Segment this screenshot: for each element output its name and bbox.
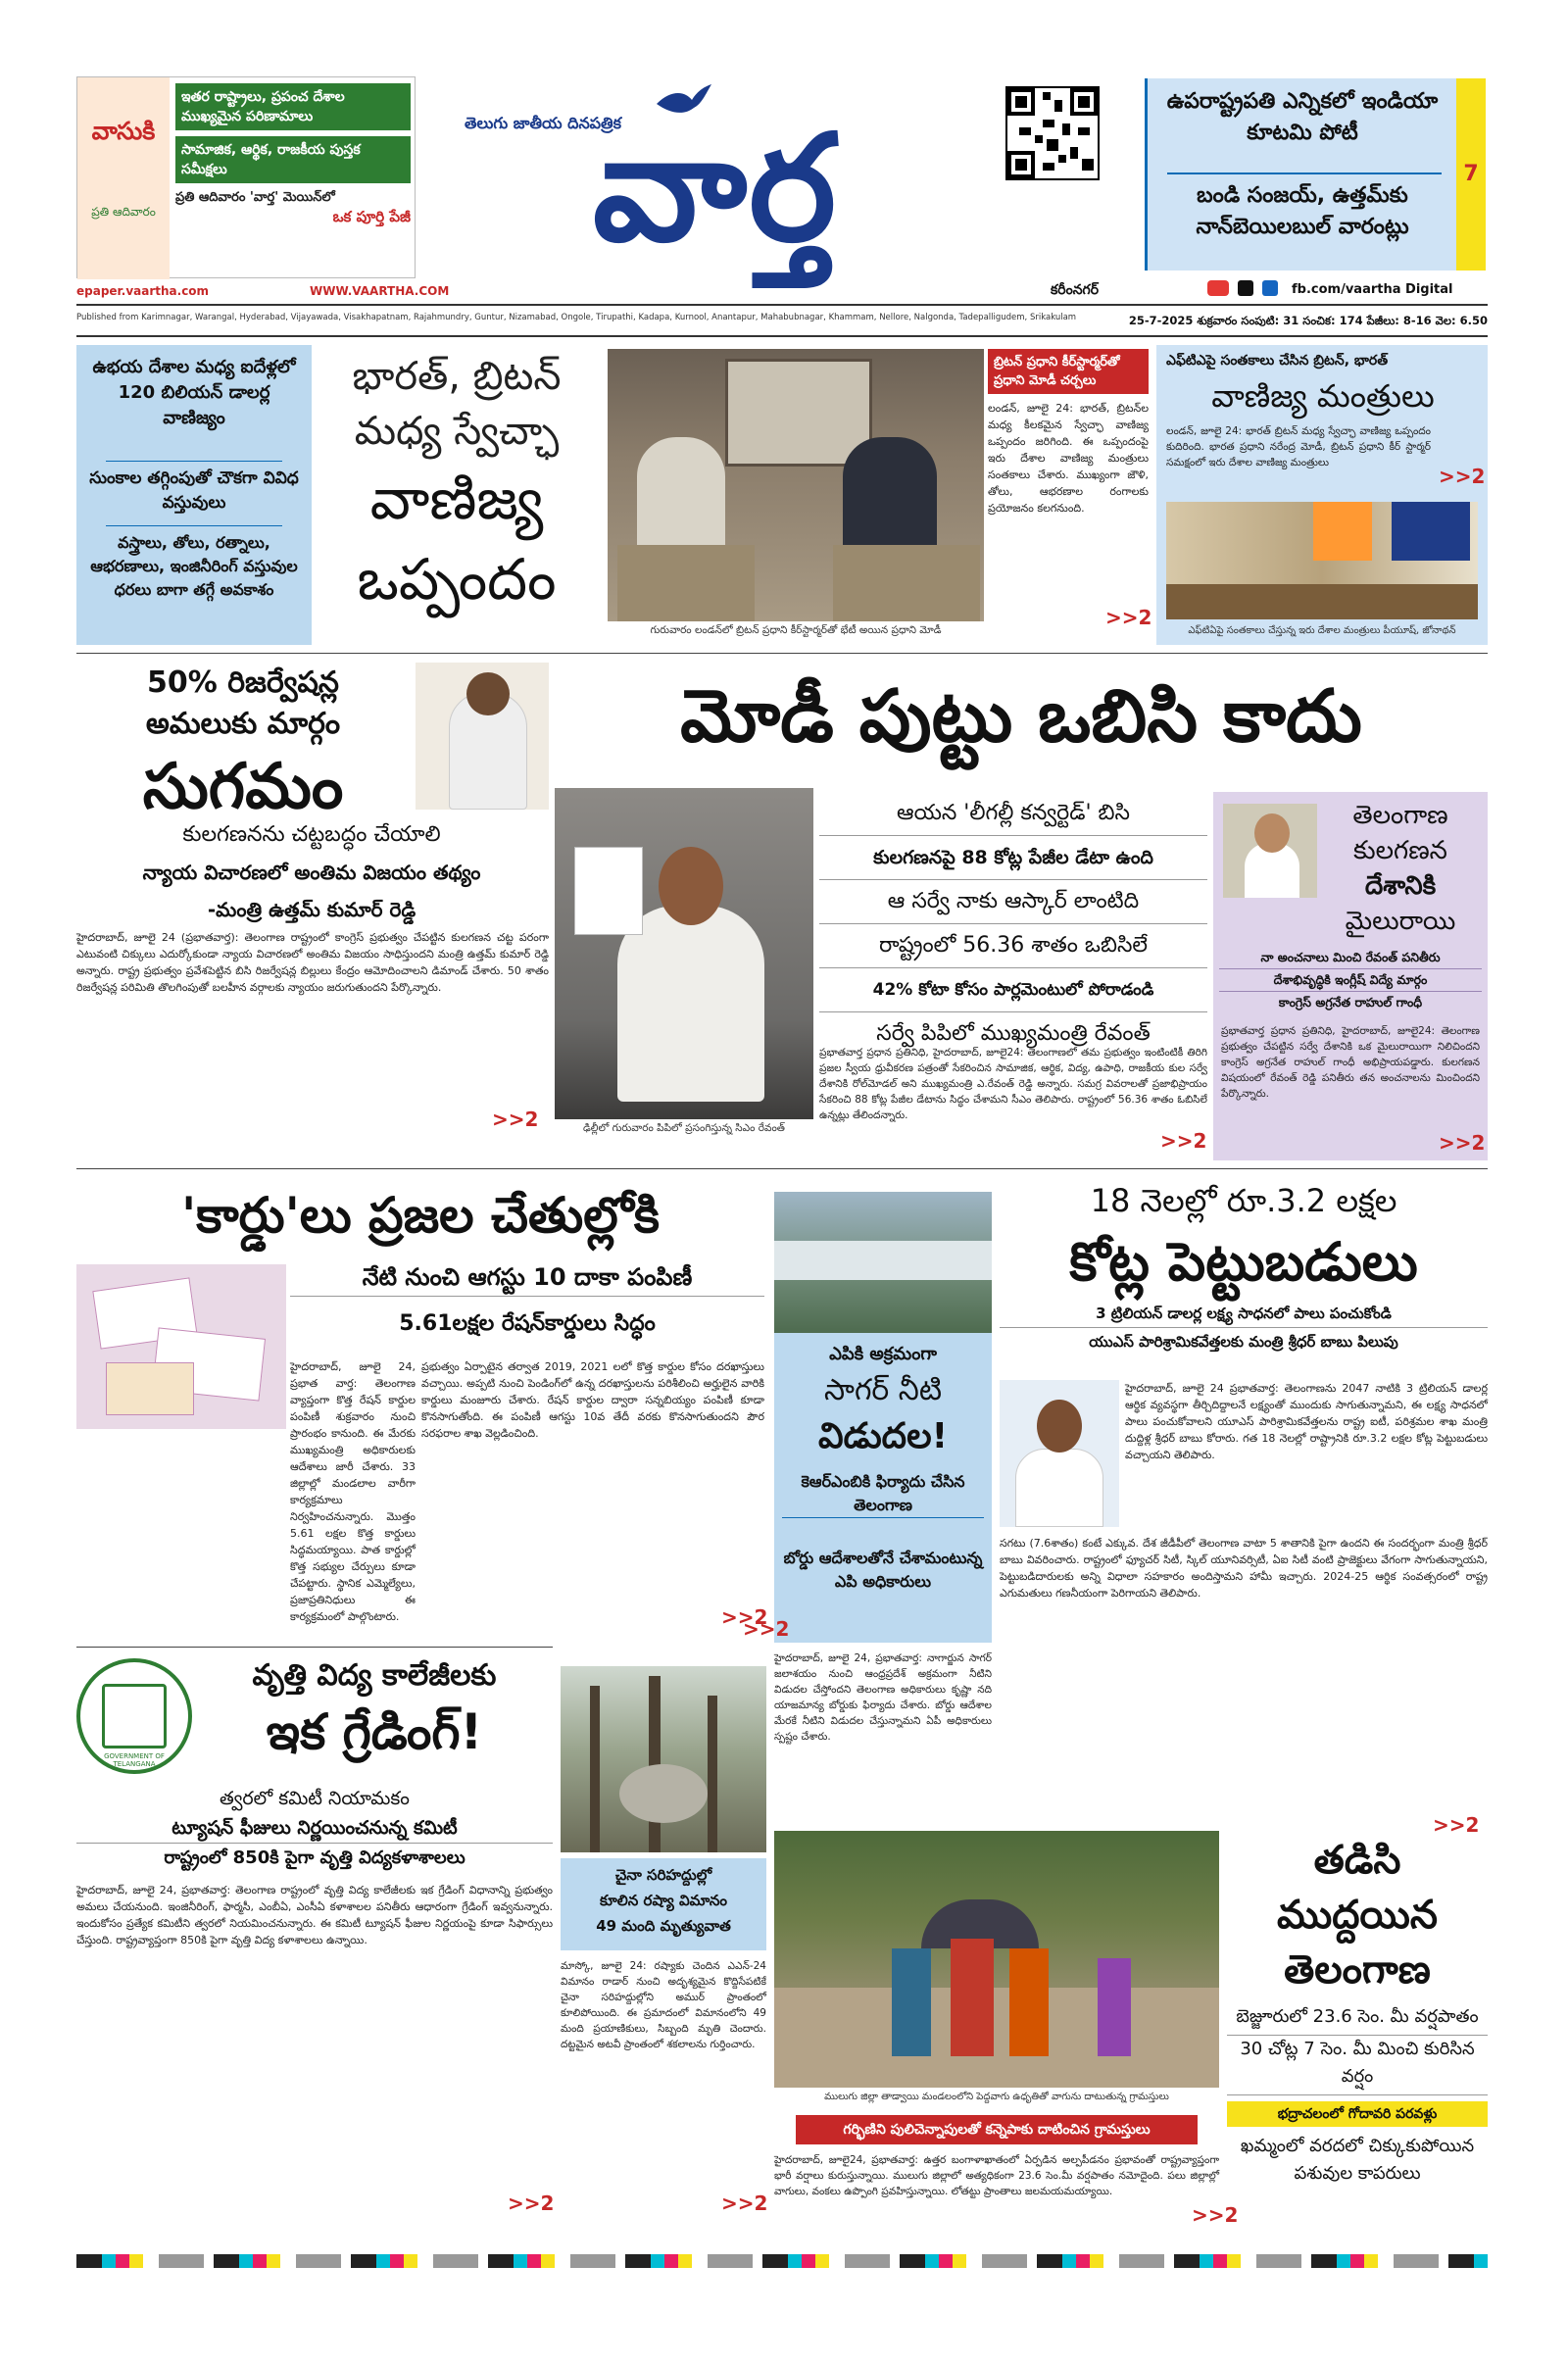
- telangana-emblem: [76, 1658, 192, 1774]
- section-rule: [76, 1647, 553, 1648]
- flood-side-head: ముద్దయిన: [1277, 1893, 1438, 1938]
- photo-person: [951, 1939, 994, 2056]
- reserve-head: సుగమం: [142, 751, 344, 823]
- uttam-photo: [416, 663, 549, 810]
- invest-body-2: సగటు (7.6శాతం) కంటే ఎక్కువ. దేశ జీడీపీలో తెలంగాణ వాటా 5 శాతానికి పైగా ఉందని ఈ సందర్భంగా మంత్రి శ్రీధర్ బాబు వివరించారు. రాష్ట్రంలో ఫ్యూచర్ సిటీ, స్కిల్ యూనివర్సిటీ, ఏఐ సిటీ వంటి ప్రాజెక్టులు వేగంగా సాగుతున్నాయని, పెట్టుబడిదారులకు అన్ని విధాలా సహకారం అందిస్తామని హామీ ఇచ్చారు. 2024-25 ఆర్థిక సంవత్సరంలో రాష్ట్ర ఎగుమతులు గణనీయంగా పెరిగాయని తెలిపారు.: [1000, 1537, 1488, 1600]
- ministers-head: వాణిజ్య మంత్రులు: [1211, 377, 1435, 415]
- grading-body: హైదరాబాద్, జూలై 24, ప్రభాతవార్త: తెలంగాణ రాష్ట్రంలో వృత్తి విద్య కాలేజీలకు ఇక గ్రేడింగ్ విధానాన్ని ప్రభుత్వం అమలు చేయనుంది. ఇంజినీరింగ్, ఫార్మసీ, ఎంబీఏ, ఎంసీఏ కళాశాలల పనితీరు ఆధారంగా గ్రేడింగ్ ఇవ్వనున్నారు. ఇందుకోసం ప్రత్యేక కమిటీని త్వరలో నియమించనున్నారు. ఈ కమిటీ ట్యూషన్ ఫీజుల నిర్ణయంపై కూడా సిఫార్సులు చేస్తుంది. రాష్ట్రవ్యాప్తంగా 850కి పైగా వృత్తి విద్య కళాశాలలు ఉన్నాయి.: [76, 1884, 553, 1946]
- grading-head-2: ఇక గ్రేడింగ్!: [266, 1703, 483, 1760]
- plane-body: మాస్కో, జూలై 24: రష్యాకు చెందిన ఎఎన్-24 విమానం రాడార్ నుంచి అదృశ్యమైన కొద్దిసేపటికే చైనా సరిహద్దుల్లోని అముర్ ప్రాంతంలో కూలిపోయింది. ఈ ప్రమాదంలో విమానంలోని 49 మంది ప్రయాణికులు, సిబ్బంది మృతి చెందారు. దట్టమైన అటవీ ప్రాంతంలో శకలాలను గుర్తించారు.: [561, 1960, 766, 2050]
- photo-figure: [617, 906, 764, 1102]
- modi-starmer-photo: [608, 349, 984, 621]
- rahul-deck-1: నా అంచనాలు మించి రేవంత్ పనితీరు: [1219, 947, 1482, 969]
- ministers-caption: ఎఫ్‌టిఏపై సంతకాలు చేస్తున్న ఇరు దేశాల మంత్రులు పీయూష్, జోనాథన్: [1188, 625, 1456, 636]
- flood-caption: ములుగు జిల్లా తాడ్వాయి మండలంలోని పెద్దవాగు ఉధృతితో వాగును దాటుతున్న గ్రామస్తులు: [824, 2092, 1169, 2102]
- epaper-link[interactable]: epaper.vaartha.com: [76, 284, 210, 298]
- promo-box[interactable]: [1145, 78, 1484, 271]
- sagar-deck-2: బోర్డు ఆదేశాలతోనే చేశామంటున్న ఎపి అధికారులు: [783, 1549, 983, 1591]
- modi-starmer-caption: గురువారం లండన్‌లో బ్రిటన్ ప్రధాని కీర్‌స్టార్మర్‌తో భేటీ అయిన ప్రధాని మోడీ: [650, 624, 942, 636]
- invest-deck-2: యుఎస్ పారిశ్రామికవేత్తలకు మంత్రి శ్రీధర్ బాబు పిలుపు: [1089, 1333, 1398, 1351]
- dateline: 25-7-2025 శుక్రవారం సంపుటి: 31 సంచిక: 174 పేజీలు: 8-16 వెల: 6.50: [1128, 314, 1488, 327]
- photo-face: [659, 847, 723, 925]
- flood-side-deck: బెజ్జూరులో 23.6 సెం. మీ వర్షపాతం: [1227, 2003, 1488, 2036]
- rahul-head-line: దేశానికి: [1364, 871, 1437, 901]
- photo-smoke: [619, 1764, 708, 1823]
- website-link[interactable]: WWW.VAARTHA.COM: [310, 284, 450, 298]
- lead-deck-item: ఆయన 'లీగల్లీ కన్వర్టెడ్' బిసి: [819, 792, 1207, 836]
- cards-deck-2: 5.61లక్షల రేషన్‌కార్డులు సిద్ధం: [399, 1311, 656, 1336]
- rahul-box: [1213, 792, 1488, 1160]
- cards-body-1: హైదరాబాద్, జూలై 24, ప్రభాత వార్త: తెలంగాణ వ్యాప్తంగా కొత్త రేషన్ కార్డుల పంపిణీ శుక్రవారం నుంచి ప్రారంభం కానుంది. ఈ మేరకు ముఖ్యమంత్రి అధికారులకు ఆదేశాలు జారీ చేశారు. 33 జిల్లాల్లో మండలాల వారీగా కార్యక్రమాలు నిర్వహించనున్నారు. మొత్తం 5.61 లక్షల కొత్త కార్డులు సిద్ధమయ్యాయి. పాత కార్డుల్లో కొత్త సభ్యుల చేర్పులు కూడా చేపట్టారు. స్థానిక ఎమ్మెల్యేలు, ప్రజాప్రతినిధులు ఈ కార్యక్రమంలో పాల్గొంటారు.: [290, 1360, 416, 1623]
- qr-code[interactable]: [1005, 86, 1100, 180]
- grading-deck-3: రాష్ట్రంలో 850కి పైగా వృత్తి విద్యకళాశాలలు: [164, 1847, 466, 1868]
- photo-person: [892, 1948, 931, 2056]
- grading-headline: [196, 1654, 553, 1766]
- rahul-head-line: కులగణన: [1353, 836, 1447, 865]
- photo-face: [1254, 813, 1290, 853]
- plane-photo: [561, 1666, 766, 1852]
- promo-line-2: బండి సంజయ్, ఉత్తమ్‌కు నాన్‌బెయిలబుల్ వారంట్లు: [1196, 183, 1409, 239]
- dateline-rule: [76, 335, 1488, 337]
- photo-flag: [1313, 502, 1372, 561]
- emblem-text: GOVERNMENT OF TELANGANA: [104, 1752, 165, 1768]
- trade-headline-line: వాణిజ్య: [369, 466, 544, 532]
- photo-paper: [574, 847, 643, 935]
- photo-figure: [1015, 1449, 1103, 1527]
- trade-headline-line: భారత్, బ్రిటన్: [352, 354, 562, 399]
- sunday-ad: [76, 76, 416, 278]
- sridhar-photo: [1000, 1380, 1119, 1527]
- photo-flag: [1392, 502, 1470, 561]
- flood-side-deck: భద్రాచలంలో గోదావరి పరవళ్లు: [1227, 2101, 1488, 2127]
- photo-water: [774, 1988, 1219, 2088]
- ad-brand-subtitle: ప్రతి ఆదివారం: [91, 205, 156, 219]
- more-link[interactable]: >>2: [1439, 1131, 1486, 1155]
- promo-page-badge: 7: [1456, 78, 1486, 271]
- grading-deck-1: త్వరలో కమిటీ నియామకం: [220, 1788, 410, 1809]
- trade-side-rule: [106, 461, 282, 462]
- rahul-deck-3: కాంగ్రెస్ అగ్రనేత రాహుల్ గాంధీ: [1278, 995, 1423, 1010]
- youtube-icon[interactable]: [1207, 280, 1229, 296]
- flood-banner: గర్భిణిని పులిచెన్నాపులతో కన్నెపాకు దాటించిన గ్రామస్తులు: [796, 2115, 1198, 2144]
- plane-deck: 49 మంది మృత్యువాత: [596, 1917, 731, 1935]
- talks-body: లండన్, జూలై 24: భారత్, బ్రిటన్‌ల మధ్య కీలకమైన స్వేచ్ఛా వాణిజ్య ఒప్పందం జరిగింది. ఈ ఒప్పందంపై ఇరు దేశాల వాణిజ్య మంత్రులు సంతకాలు చేశారు. ముఖ్యంగా జౌళి, తోలు, ఆభరణాల రంగాలకు ప్రయోజనం కలగనుంది.: [988, 402, 1149, 515]
- invest-kicker: 18 నెలల్లో రూ.3.2 లక్షల: [1090, 1182, 1397, 1219]
- section-rule: [76, 653, 1488, 654]
- ad-footer-1: ప్రతి ఆదివారం 'వార్త' మెయిన్‌లో: [175, 190, 335, 205]
- sagar-head-1: సాగర్ నీటి: [824, 1373, 942, 1407]
- ad-item: ఇతర రాష్ట్రాలు, ప్రపంచ దేశాల ముఖ్యమైన పరిణామాలు: [175, 83, 411, 130]
- sagar-deck-1: కెఆర్‌ఎంబికి ఫిర్యాదు చేసిన తెలంగాణ: [782, 1470, 984, 1518]
- trade-side-3: వస్త్రాలు, తోలు, రత్నాలు, ఆభరణాలు, ఇంజినీరింగ్ వస్తువుల ధరలు బాగా తగ్గే అవకాశం: [90, 533, 298, 599]
- trade-side-2: సుంకాల తగ్గింపుతో చౌకగా వివిధ వస్తువులు: [89, 468, 299, 513]
- talks-column: [988, 349, 1149, 645]
- photo-chair-left: [617, 545, 755, 621]
- sagar-box: [774, 1192, 992, 1643]
- ministers-photo: [1166, 502, 1478, 619]
- reserve-deck: [76, 819, 547, 925]
- ad-item: సామాజిక, ఆర్థిక, రాజకీయ పుస్తక సమీక్షలు: [175, 136, 411, 183]
- more-link[interactable]: >>2: [1439, 465, 1486, 488]
- photo-face: [466, 672, 510, 715]
- rahul-head: [1319, 798, 1482, 939]
- revanth-photo: [555, 788, 813, 1119]
- more-link[interactable]: >>2: [508, 2192, 555, 2215]
- rahul-head-line: మైలురాయి: [1345, 907, 1456, 936]
- invest-head: కోట్ల పెట్టుబడులు: [1069, 1231, 1418, 1293]
- invest-headline: [1000, 1176, 1488, 1355]
- photo-face: [1037, 1400, 1082, 1453]
- rahul-head-line: తెలంగాణ: [1352, 801, 1448, 830]
- flood-body: హైదరాబాద్, జూలై24, ప్రభాతవార్త: ఉత్తర బంగాళాఖాతంలో ఏర్పడిన అల్పపీడనం ప్రభావంతో రాష్ట్రవ్యాప్తంగా భారీ వర్షాలు కురుస్తున్నాయి. ములుగు జిల్లాలో అత్యధికంగా 23.6 సెం.మీ వర్షపాతం నమోదైంది. పలు జిల్లాల్లో వాగులు, వంకలు ఉప్పొంగి ప్రవహిస్తున్నాయి. లోతట్టు ప్రాంతాలు జలమయమయ్యాయి.: [774, 2154, 1219, 2197]
- promo-line-1: ఉపరాష్ట్రపతి ఎన్నికలో ఇండియా కూటమి పోటీ: [1166, 89, 1439, 145]
- reserve-kicker-2: అమలుకు మార్గం: [145, 707, 341, 741]
- lead-deck-item: కులగణనపై 88 కోట్ల పేజీల డేటా ఉంది: [819, 836, 1207, 880]
- ministers-kicker: ఎఫ్‌టిఎపై సంతకాలు చేసిన బ్రిటన్, భారత్: [1166, 353, 1389, 369]
- trade-headline: [318, 349, 596, 619]
- ministers-body: లండన్, జూలై 24: భారత్ బ్రిటన్ మధ్య స్వేచ్ఛా వాణిజ్య ఒప్పందం కుదిరింది. భారత ప్రధాని నరేంద్ర మోడీ, బ్రిటన్ ప్రధాని కీర్ స్టార్మర్ సమక్షంలో ఇరు దేశాల వాణిజ్య మంత్రులు: [1166, 425, 1431, 468]
- reserve-headline: [76, 663, 410, 829]
- more-link[interactable]: >>2: [1105, 606, 1152, 629]
- reserve-kicker-1: 50% రిజర్వేషన్ల: [147, 665, 339, 700]
- section-rule: [76, 1168, 1488, 1169]
- revanth-caption: ఢిల్లీలో గురువారం పిపిలో ప్రసంగిస్తున్న సిఎం రేవంత్: [583, 1122, 785, 1134]
- more-link[interactable]: >>2: [1433, 1813, 1480, 1837]
- cards-deck-1: నేటి నుంచి ఆగస్టు 10 దాకా పంపిణీ: [290, 1258, 764, 1297]
- more-link[interactable]: >>2: [492, 1108, 539, 1131]
- more-link[interactable]: >>2: [721, 2192, 768, 2215]
- lead-deck-item: సర్వే పిపిలో ముఖ్యమంత్రి రేవంత్: [876, 1021, 1151, 1046]
- flood-side-deck: 30 చోట్ల 7 సెం. మీ మించి కురిసిన వర్షం: [1227, 2036, 1488, 2095]
- trade-headline-line: మధ్య స్వేచ్ఛా: [354, 409, 560, 454]
- trade-side-rule: [106, 525, 282, 526]
- lead-headline: మోడీ పుట్టు ఒబిసి కాదు: [680, 674, 1362, 759]
- ad-footer-2: ఒక పూర్తి పేజీ: [332, 208, 411, 225]
- flood-side: [1227, 1833, 1488, 2188]
- photo-person: [1098, 1958, 1131, 2056]
- photo-table: [1166, 584, 1478, 619]
- lead-deck-item: ఆ సర్వే నాకు ఆస్కార్ లాంటిది: [819, 880, 1207, 924]
- sagar-head-2: విడుదల!: [817, 1416, 949, 1456]
- masthead-logo: వార్త: [592, 104, 839, 274]
- more-link[interactable]: >>2: [1160, 1129, 1207, 1153]
- invest-deck-1: 3 ట్రిలియన్ డాలర్ల లక్ష్య సాధనలో పాలు పంచుకోండి: [1000, 1300, 1488, 1328]
- reserve-deck-2: న్యాయ విచారణలో అంతిమ విజయం తథ్యం: [142, 861, 481, 884]
- photo-dam: [774, 1241, 992, 1280]
- photo-chair-right: [833, 545, 980, 621]
- rahul-body: ప్రభాతవార్త ప్రధాన ప్రతినిధి, హైదరాబాద్, జూలై24: తెలంగాణ ప్రభుత్వం చేపట్టిన సర్వే దేశానికి ఒక మైలురాయిగా నిలిచిందని కాంగ్రెస్ అగ్రనేత రాహుల్ గాంధీ అభిప్రాయపడ్డారు. కులగణన విషయంలో రేవంత్ రెడ్డి పనితీరు తన అంచనాలను మించిందని పేర్కొన్నారు.: [1221, 1025, 1480, 1100]
- sagar-photo: [774, 1192, 992, 1333]
- lead-deck: [819, 792, 1207, 1056]
- sagar-body: హైదరాబాద్, జూలై 24, ప్రభాతవార్త: నాగార్జున సాగర్ జలాశయం నుంచి ఆంధ్రప్రదేశ్ అక్రమంగా నీటిని విడుదల చేస్తోందని తెలంగాణ అధికారులు కృష్ణా నది యాజమాన్య బోర్డుకు ఫిర్యాదు చేశారు. బోర్డు ఆదేశాల మేరకే నీటిని విడుదల చేస్తున్నామని ఏపీ అధికారులు స్పష్టం చేశారు.: [774, 1652, 992, 1743]
- edition-name: కరీంనగర్: [1051, 282, 1099, 298]
- cards-body-2: ప్రభుత్వం ఏర్పాటైన తర్వాత 2019, 2021 లలో కొత్త కార్డుల కోసం దరఖాస్తులు వచ్చాయి. అప్పటి నుంచి పెండింగ్‌లో ఉన్న దరఖాస్తులను పరిశీలించి అర్హులైన వారికి కార్డులు మంజూరు చేశారు. రేషన్ కార్డుల ద్వారా సన్నబియ్యం పంపిణీ కూడా కొనసాగుతోంది. ఈ పంపిణీ ఆగస్టు 10వ తేదీ వరకు కొనసాగుతుందని పౌర సరఫరాల శాఖ వెల్లడించింది.: [421, 1360, 764, 1440]
- flood-side-head: తెలంగాణ: [1284, 1947, 1431, 1993]
- reserve-body: హైదరాబాద్, జూలై 24 (ప్రభాతవార్త): తెలంగాణ రాష్ట్రంలో కాంగ్రెస్ ప్రభుత్వం చేపట్టిన కులగణన చట్ట పరంగా ఎటువంటి చిక్కులు ఎదుర్కోకుండా న్యాయ విచారణలో అంతిమ విజయం సాధిస్తుందని మంత్రి ఉత్తమ్ కుమార్ రెడ్డి అన్నారు. రాష్ట్ర ప్రభుత్వం ప్రవేశపెట్టిన బిసి రిజర్వేషన్ల బిల్లులు కేంద్రం ఆమోదించాలని డిమాండ్ చేశారు. 50 శాతం రిజర్వేషన్ల పరిమితి తొలగింపుతో బలహీన వర్గాలకు న్యాయం జరుగుతుందని పేర్కొన్నారు.: [76, 931, 549, 994]
- talks-box: బ్రిటన్ ప్రధాని కీర్‌స్టార్మర్‌తో ప్రధాని మోడీ చర్చలు: [988, 349, 1149, 394]
- promo-divider: [1167, 172, 1442, 174]
- emblem-inner: [102, 1684, 167, 1748]
- social-icons: [1207, 280, 1290, 300]
- invest-body-1: హైదరాబాద్, జూలై 24 ప్రభాతవార్త: తెలంగాణను 2047 నాటికి 3 ట్రిలియన్ డాలర్ల ఆర్థిక వ్యవస్థగా తీర్చిదిద్దాలనే లక్ష్యంతో ముందుకు సాగుతున్నామని, ఈ లక్ష్య సాధనలో పాలు పంచుకోవాలని యూఎస్ పారిశ్రామికవేత్తలను రాష్ట్ర ఐటీ, పరిశ్రమల శాఖ మంత్రి దుద్దిళ్ల శ్రీధర్ బాబు కోరారు. గత 18 నెలల్లో రాష్ట్రానికి రూ.3.2 లక్షల కోట్ల పెట్టుబడులు వచ్చాయని తెలిపారు.: [1125, 1382, 1488, 1461]
- rahul-deck-2: దేశాభివృద్ధికి ఇంగ్లీష్ విద్యే మార్గం: [1219, 969, 1482, 992]
- plane-kicker: చైనా సరిహద్దుల్లో: [614, 1866, 712, 1884]
- facebook-link[interactable]: fb.com/vaartha Digital: [1292, 282, 1453, 297]
- flood-photo: [774, 1831, 1219, 2088]
- trade-sidebar: [76, 345, 312, 645]
- lead-body: ప్రభాతవార్త ప్రధాన ప్రతినిధి, హైదరాబాద్, జూలై24: తెలంగాణలో తమ ప్రభుత్వం ఇంటింటికీ తిరిగి ప్రజల స్వీయ ధ్రువీకరణ పత్రంతో సేకరించిన సామాజిక, ఆర్థిక, విద్య, ఉపాధి, రాజకీయ కుల సర్వే దేశానికి రోల్‌మోడల్ అని ముఖ్యమంత్రి ఎ.రేవంత్ రెడ్డి అన్నారు. సమగ్ర వివరాలతో ప్రజాభిప్రాయం సేకరించి 88 కోట్ల పేజీల డేటాను సిద్ధం చేశామని సీఎం తెలిపారు. రాష్ట్రంలో 56.36 శాతం ఓబిసిలే ఉన్నట్లు తేలిందన్నారు.: [819, 1047, 1207, 1121]
- photo-window: [725, 359, 872, 467]
- rahul-photo: [1223, 804, 1317, 898]
- flood-side-deck: ఖమ్మంలో వరదలో చిక్కుకుపోయిన పశువుల కాపరులు: [1240, 2136, 1475, 2184]
- more-link[interactable]: >>2: [721, 1605, 768, 1629]
- photo-person: [1009, 1948, 1049, 2056]
- masthead-rule: [76, 304, 1488, 306]
- grading-deck: [76, 1784, 553, 1873]
- lead-deck-item: రాష్ట్రంలో 56.36 శాతం ఒబిసిలే: [819, 924, 1207, 968]
- photo-tree: [590, 1686, 600, 1852]
- plane-headline: [561, 1858, 766, 1950]
- ministers-box: [1156, 345, 1488, 645]
- registration-marks: [76, 2254, 1488, 2268]
- flood-side-head: తడిసి: [1313, 1838, 1401, 1883]
- rahul-deck: [1219, 947, 1482, 1013]
- grading-head-1: వృత్తి విద్య కాలేజీలకు: [252, 1658, 497, 1693]
- trade-side-1: ఉభయ దేశాల మధ్య ఐదేళ్లలో 120 బిలియన్ డాలర్ల వాణిజ్యం: [92, 357, 296, 428]
- more-link[interactable]: >>2: [743, 1617, 790, 1641]
- reserve-deck-3: -మంత్రి ఉత్తమ్ కుమార్ రెడ్డి: [207, 898, 416, 921]
- lead-deck-item: 42% కోటా కోసం పార్లమెంటులో పోరాడండి: [819, 968, 1207, 1012]
- cards-headline: 'కార్డు'లు ప్రజల చేతుల్లోకి: [180, 1187, 661, 1244]
- grading-deck-2: ట్యూషన్ ఫీజులు నిర్ణయించనున్న కమిటీ: [76, 1813, 553, 1844]
- sagar-kicker: ఎపికి అక్రమంగా: [829, 1344, 937, 1364]
- photo-tree: [708, 1696, 717, 1852]
- ad-brand-title: వాసుకి: [91, 117, 156, 145]
- x-icon[interactable]: [1238, 280, 1253, 296]
- trade-headline-line: ఒప్పందం: [357, 546, 557, 613]
- ad-brand-column: [77, 77, 170, 279]
- tagline: తెలుగు జాతీయ దినపత్రిక: [465, 114, 621, 132]
- reserve-deck-1: కులగణనను చట్టబద్ధం చేయాలి: [182, 822, 441, 847]
- ad-items: [175, 83, 411, 226]
- facebook-icon[interactable]: [1262, 280, 1278, 296]
- more-link[interactable]: >>2: [1192, 2203, 1239, 2227]
- published-from: Published from Karimnagar, Warangal, Hyderabad, Vijayawada, Visakhapatnam, Rajahmundry, Guntur, Nizamabad, Ongole, Tirupathi, Kadapa, Kurnool, Anantapur, Mahabubnagar, Khammam, Nellore, Nalgonda, Tadepalligudem, Srikakulam: [76, 313, 1077, 322]
- plane-head: కూలిన రష్యా విమానం: [599, 1892, 728, 1909]
